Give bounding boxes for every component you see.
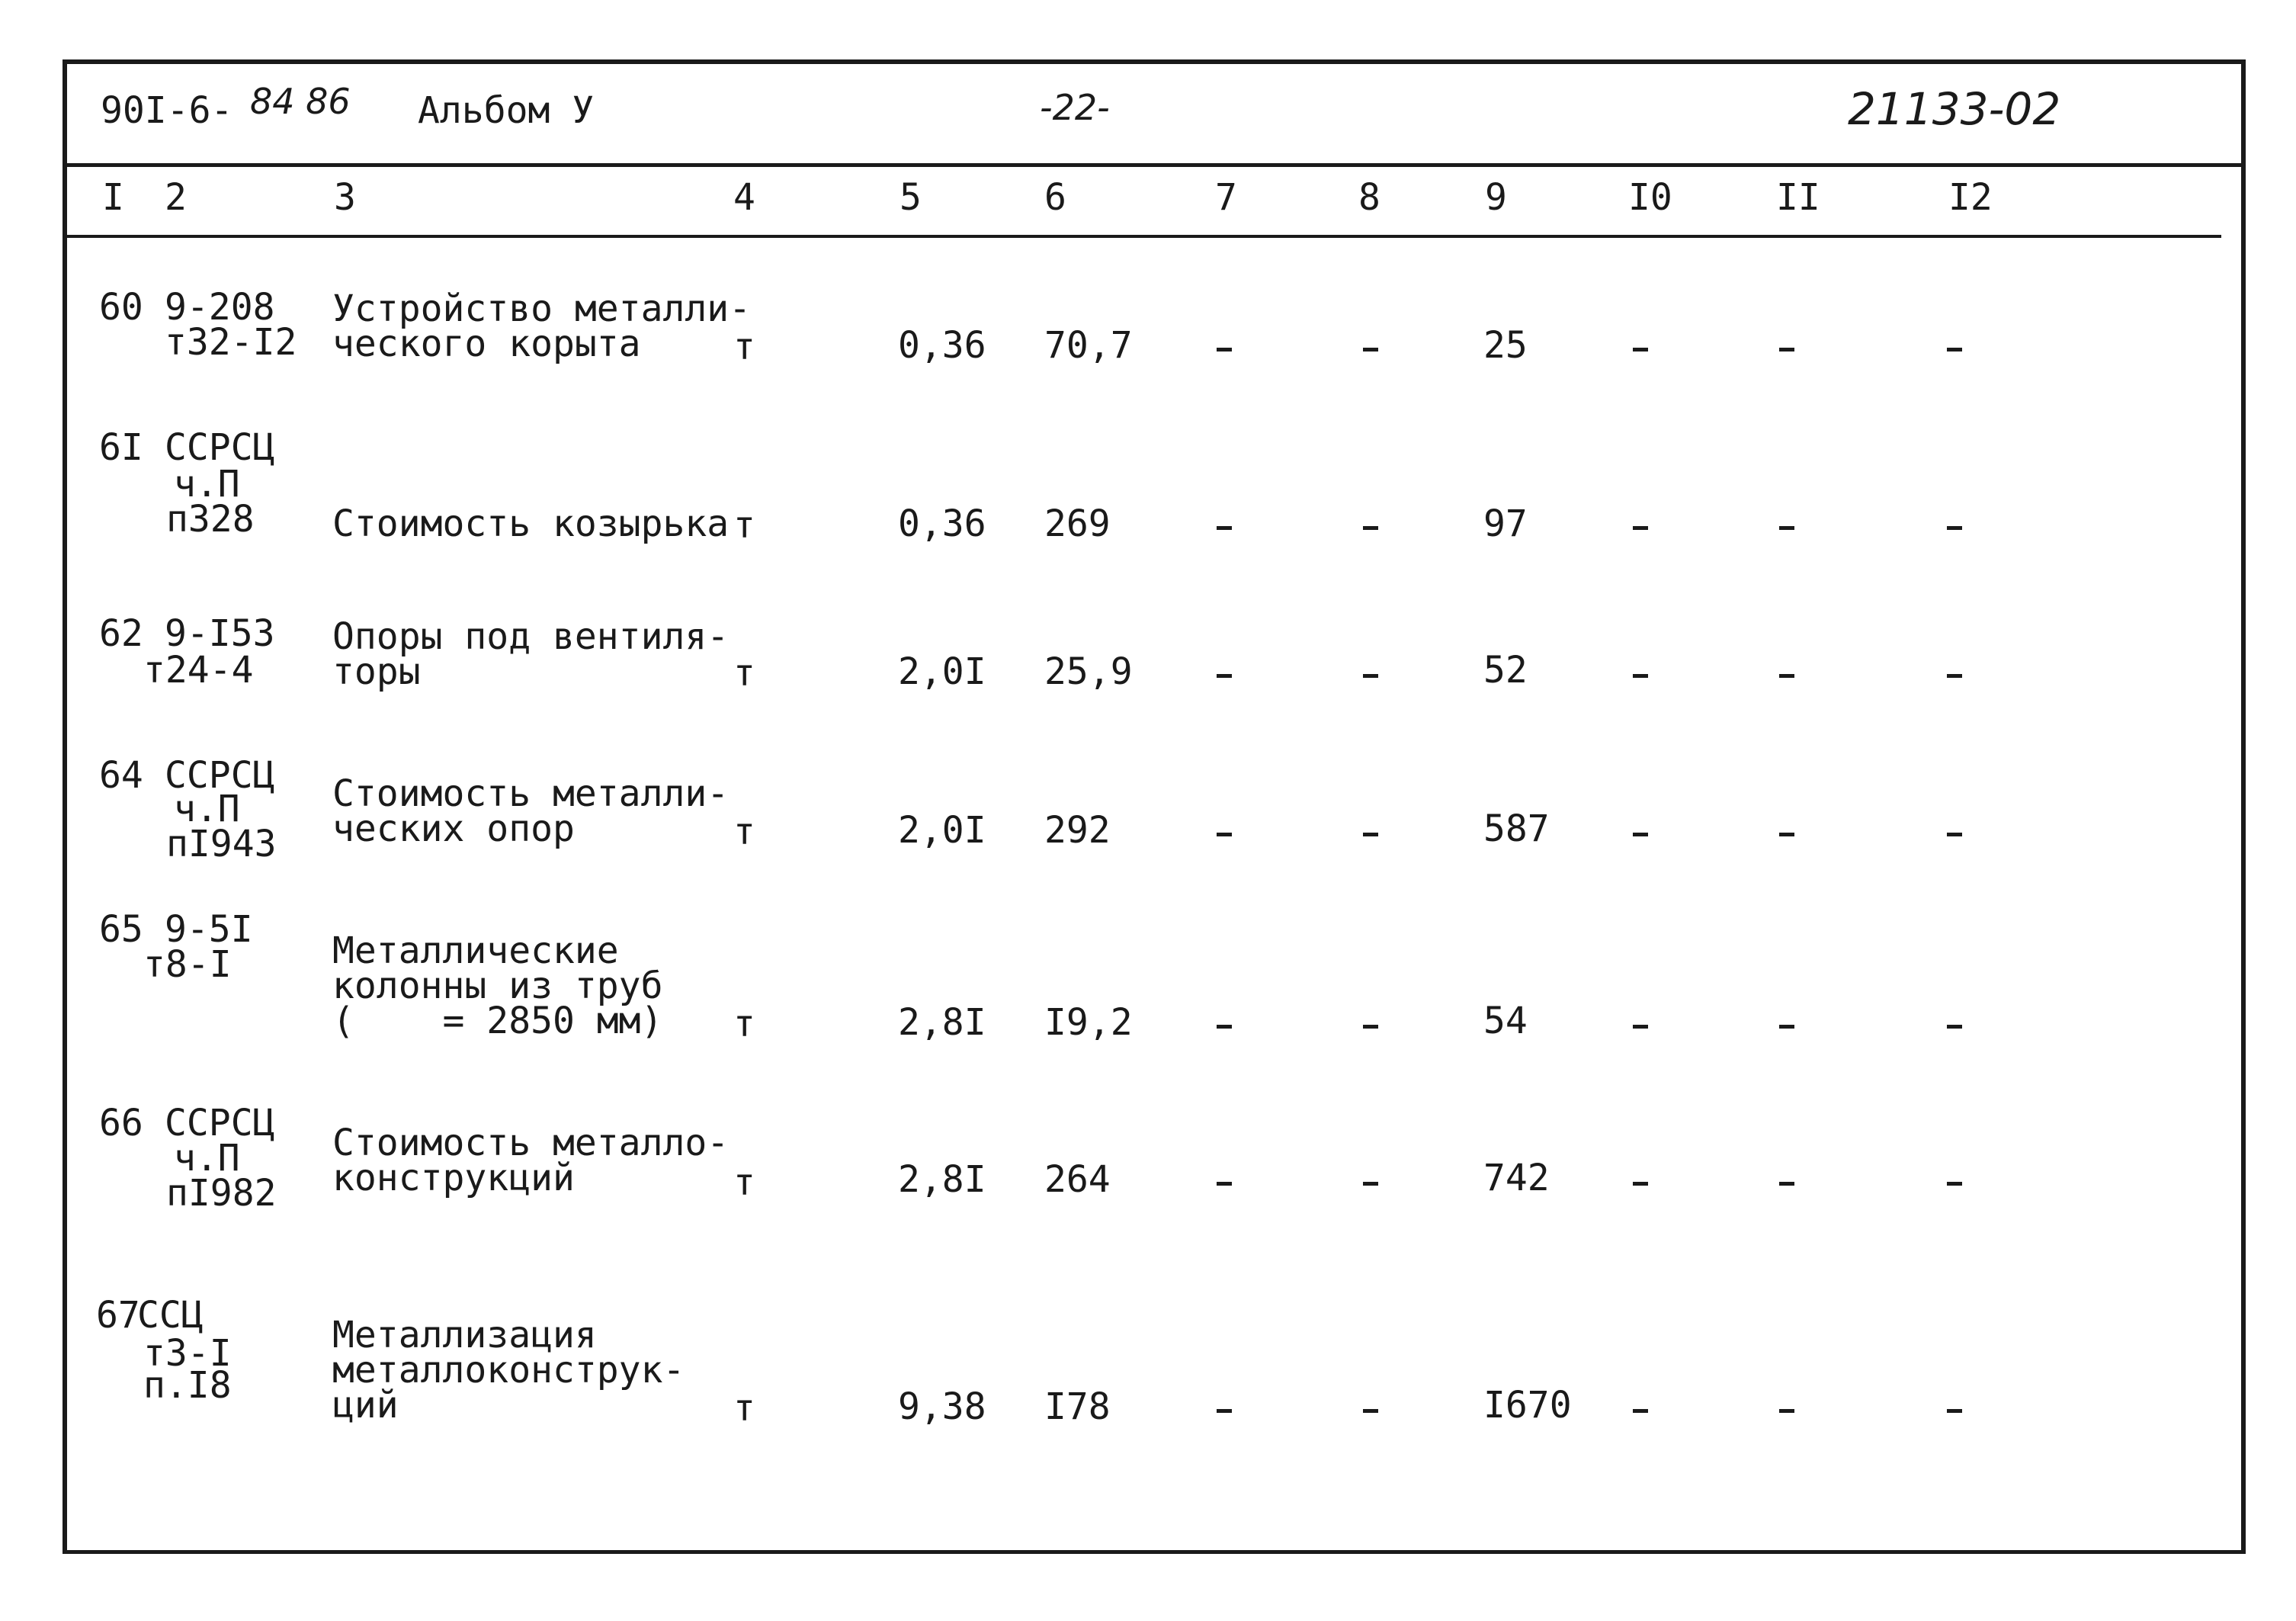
dash-col12 (1947, 1182, 1962, 1186)
quantity-cell: 2,0I (898, 809, 986, 852)
norm-code-line: пI982 (166, 1172, 277, 1215)
total-cell: I670 (1483, 1384, 1572, 1427)
description-line: ческих опор (332, 807, 575, 850)
dash-col11 (1779, 1182, 1794, 1186)
norm-code-line: ч.П (174, 463, 240, 506)
quantity-cell: 2,8I (898, 1158, 986, 1201)
dash-col11 (1779, 1409, 1794, 1413)
description-line: ций (332, 1384, 399, 1427)
description-line: металлоконструк- (332, 1349, 685, 1391)
norm-code-line: т32-I2 (165, 321, 297, 364)
total-cell: 97 (1483, 502, 1528, 545)
unit-price-cell: 70,7 (1044, 324, 1133, 367)
unit-cell: т (733, 1161, 755, 1204)
norm-code-line: ССРСЦ (165, 1102, 275, 1144)
unit-price-cell: I78 (1044, 1385, 1111, 1428)
column-header: 7 (1215, 176, 1237, 219)
dash-col8 (1363, 1409, 1378, 1413)
norm-code-line: п.I8 (143, 1364, 232, 1407)
dash-col10 (1633, 1409, 1648, 1413)
dash-col12 (1947, 674, 1962, 678)
row-number: 6I (99, 426, 143, 469)
norm-code-line: ССРСЦ (165, 426, 275, 469)
column-header: I0 (1628, 176, 1672, 219)
column-header-divider (63, 235, 2221, 238)
unit-price-cell: 264 (1044, 1158, 1111, 1201)
row-number: 64 (99, 754, 143, 797)
dash-col7 (1217, 1409, 1232, 1413)
dash-col10 (1633, 526, 1648, 530)
norm-code-line: 9-208 (165, 286, 275, 329)
dash-col12 (1947, 526, 1962, 530)
unit-price-cell: 292 (1044, 809, 1111, 852)
column-header: 9 (1485, 176, 1507, 219)
norm-code-line: т3-I (143, 1332, 232, 1375)
description-line: Металлические (332, 929, 619, 972)
row-number: 60 (99, 286, 143, 329)
column-header: 3 (334, 176, 356, 219)
row-number: 62 (99, 612, 143, 655)
series-handwritten-suffix: 84 86 (250, 81, 351, 122)
unit-cell: т (733, 810, 755, 853)
description-line: конструкций (332, 1157, 575, 1199)
column-header: I (102, 176, 124, 219)
page-number: -22- (1040, 87, 1110, 128)
norm-code-line: пI943 (166, 823, 277, 865)
unit-cell: т (733, 326, 755, 368)
description-line: колонны из труб (332, 965, 663, 1007)
dash-col7 (1217, 1182, 1232, 1186)
norm-code-line: п328 (166, 498, 255, 541)
norm-code-line: 9-I53 (165, 612, 275, 655)
row-number: 65 (99, 908, 143, 951)
dash-col11 (1779, 674, 1794, 678)
unit-cell: т (733, 504, 755, 547)
dash-col10 (1633, 833, 1648, 836)
total-cell: 54 (1483, 1000, 1528, 1042)
dash-col7 (1217, 1025, 1232, 1029)
quantity-cell: 9,38 (898, 1385, 986, 1428)
description-line: торы (332, 650, 421, 693)
description-line: Опоры под вентиля- (332, 615, 730, 658)
dash-col12 (1947, 833, 1962, 836)
document-code: 21133-02 (1848, 83, 2061, 135)
dash-col12 (1947, 348, 1962, 351)
norm-code-line: ССРСЦ (165, 754, 275, 797)
dash-col8 (1363, 1025, 1378, 1029)
quantity-cell: 0,36 (898, 502, 986, 545)
column-header: 4 (733, 176, 755, 219)
dash-col7 (1217, 833, 1232, 836)
unit-cell: т (733, 1387, 755, 1430)
column-header: I2 (1948, 176, 1993, 219)
dash-col10 (1633, 1025, 1648, 1029)
norm-code-line: т8-I (143, 943, 232, 986)
norm-code-line: 9-5I (165, 908, 253, 951)
dash-col11 (1779, 833, 1794, 836)
description-line: Стоимость козырька (332, 502, 730, 545)
dash-col10 (1633, 348, 1648, 351)
quantity-cell: 2,8I (898, 1001, 986, 1044)
header-divider (63, 163, 2246, 167)
dash-col8 (1363, 833, 1378, 836)
column-header: 6 (1044, 176, 1066, 219)
description-line: Металлизация (332, 1314, 597, 1356)
dash-col11 (1779, 526, 1794, 530)
dash-col10 (1633, 1182, 1648, 1186)
dash-col12 (1947, 1025, 1962, 1029)
quantity-cell: 0,36 (898, 324, 986, 367)
dash-col12 (1947, 1409, 1962, 1413)
column-header: II (1776, 176, 1820, 219)
dash-col8 (1363, 1182, 1378, 1186)
dash-col7 (1217, 674, 1232, 678)
description-line: Устройство металли- (332, 287, 752, 330)
column-header: 2 (165, 176, 187, 219)
unit-cell: т (733, 1003, 755, 1045)
unit-price-cell: 269 (1044, 502, 1111, 545)
dash-col8 (1363, 348, 1378, 351)
row-number: 66 (99, 1102, 143, 1144)
description-line: Стоимость металло- (332, 1122, 730, 1164)
description-line: ( = 2850 мм) (332, 1000, 663, 1042)
norm-code-line: ССЦ (137, 1294, 204, 1337)
dash-col8 (1363, 674, 1378, 678)
dash-col7 (1217, 526, 1232, 530)
unit-price-cell: I9,2 (1044, 1001, 1133, 1044)
norm-code-line: т24-4 (143, 649, 254, 692)
description-line: Стоимость металли- (332, 772, 730, 815)
row-number: 67 (96, 1294, 140, 1337)
total-cell: 587 (1483, 807, 1550, 850)
column-header: 8 (1358, 176, 1380, 219)
album-label: Альбом У (418, 89, 595, 132)
unit-price-cell: 25,9 (1044, 650, 1133, 693)
unit-cell: т (733, 652, 755, 695)
description-line: ческого корыта (332, 323, 641, 365)
series-number: 90I-6- (101, 89, 233, 132)
dash-col11 (1779, 1025, 1794, 1029)
total-cell: 52 (1483, 649, 1528, 692)
dash-col10 (1633, 674, 1648, 678)
column-header: 5 (899, 176, 922, 219)
quantity-cell: 2,0I (898, 650, 986, 693)
total-cell: 25 (1483, 324, 1528, 367)
dash-col7 (1217, 348, 1232, 351)
dash-col11 (1779, 348, 1794, 351)
dash-col8 (1363, 526, 1378, 530)
norm-code-line: ч.П (174, 788, 240, 830)
total-cell: 742 (1483, 1157, 1550, 1199)
norm-code-line: ч.П (174, 1137, 240, 1180)
